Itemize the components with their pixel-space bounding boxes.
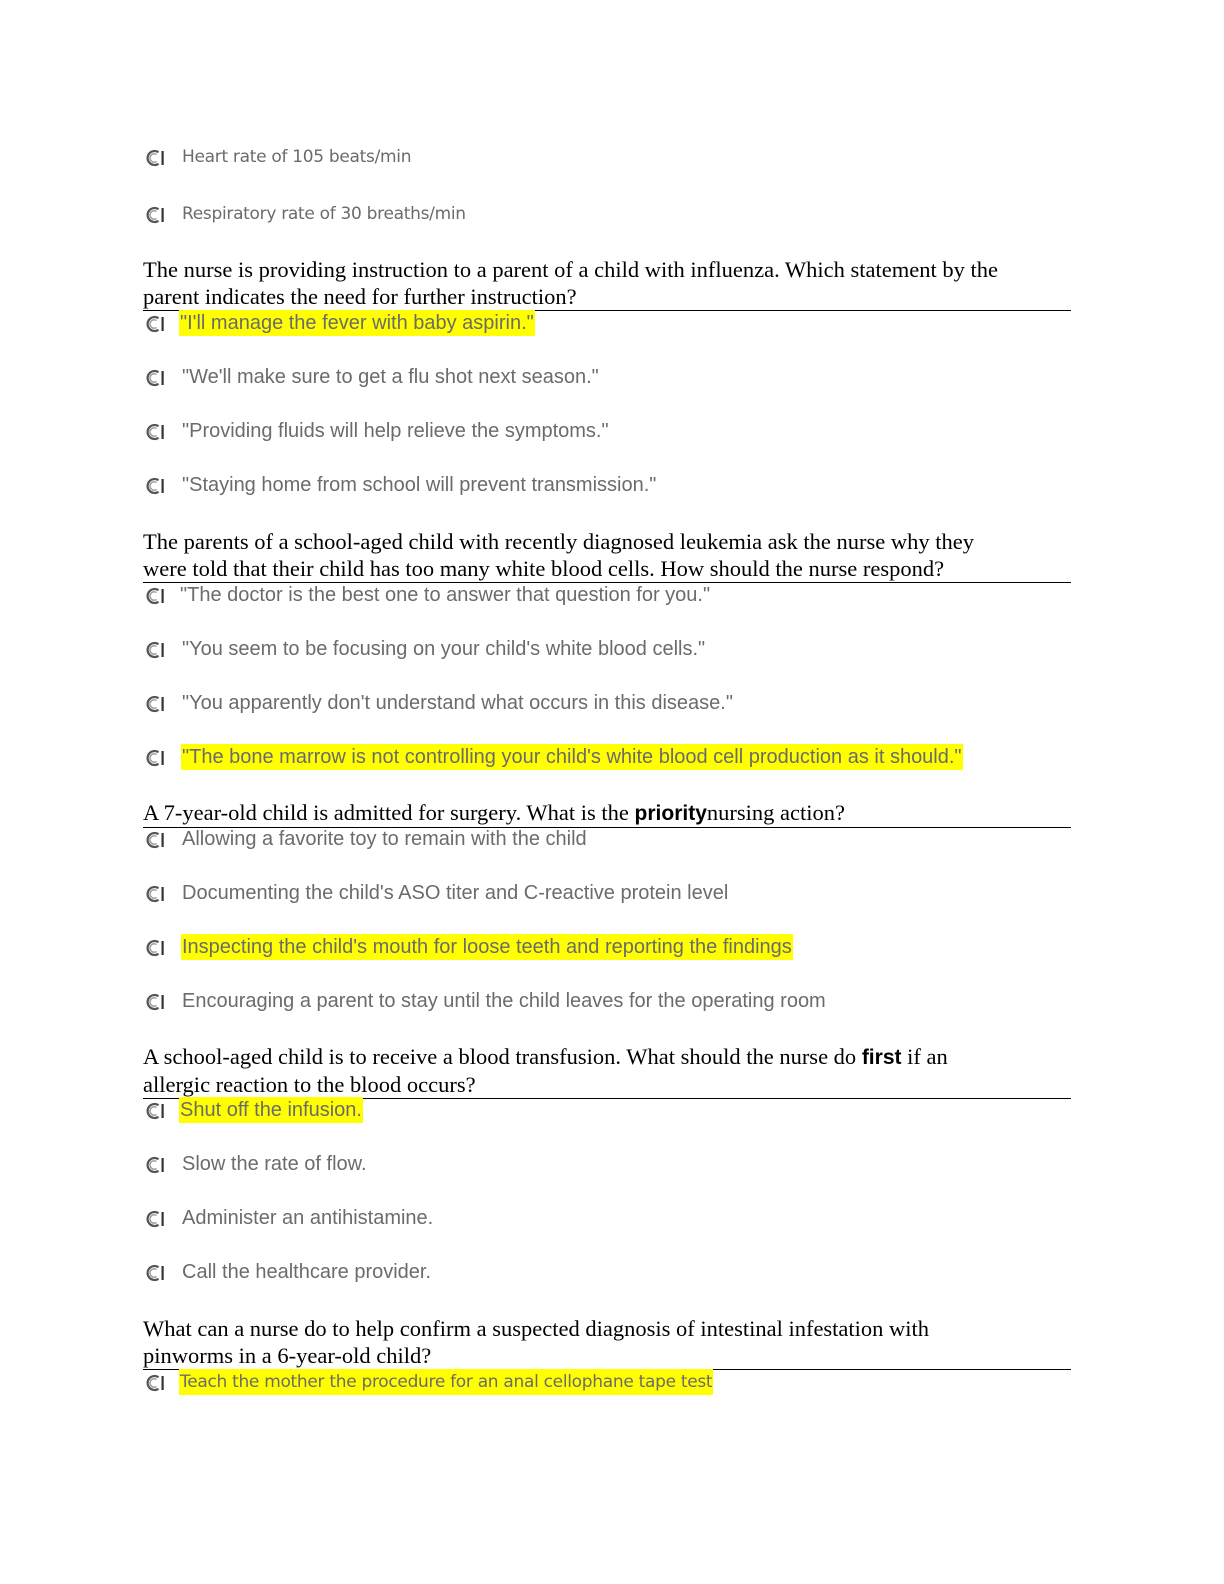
question-2-line-2: were told that their child has too many white blood cells. How should the nurse respond?	[143, 556, 945, 581]
option-label-correct: Shut off the infusion.	[180, 1099, 362, 1121]
option-label: Encouraging a parent to stay until the child leaves for the operating room	[182, 990, 826, 1012]
question-5-line-1: What can a nurse do to help confirm a suspected diagnosis of intestinal infestation with	[143, 1316, 930, 1341]
option-label: Administer an antihistamine.	[182, 1207, 434, 1229]
radio-button-icon[interactable]	[143, 1154, 165, 1176]
question-3	[143, 799, 1071, 828]
question-2	[143, 528, 1071, 583]
option-label-correct: Teach the mother the procedure for an anal cellophane tape test	[179, 1369, 713, 1395]
question-2-line-1: The parents of a school-aged child with recently diagnosed leukemia ask the nurse why they	[143, 529, 974, 554]
question-4-line-1	[143, 1043, 1071, 1071]
question-5	[143, 1315, 1071, 1370]
question-5-line-2: pinworms in a 6-year-old child?	[143, 1343, 432, 1368]
option-label: Allowing a favorite toy to remain with the child	[182, 828, 587, 850]
option-label: "You apparently don't understand what occurs in this disease."	[182, 692, 733, 714]
radio-button-icon[interactable]	[143, 883, 165, 905]
option-label: "Providing fluids will help relieve the symptoms."	[182, 420, 609, 442]
radio-button-icon[interactable]	[143, 991, 165, 1013]
radio-button-icon[interactable]	[143, 421, 165, 443]
option-label: Heart rate of 105 beats/min	[182, 147, 412, 167]
radio-button-icon[interactable]	[143, 1208, 165, 1230]
question-4	[143, 1043, 1071, 1099]
radio-button-icon[interactable]	[143, 313, 165, 335]
question-4-emphasis: first	[861, 1046, 902, 1069]
radio-button-icon[interactable]	[143, 147, 165, 169]
option-label: Respiratory rate of 30 breaths/min	[182, 204, 466, 224]
option-label: Call the healthcare provider.	[182, 1261, 432, 1283]
option-label-correct: "I'll manage the fever with baby aspirin."	[180, 312, 534, 334]
radio-button-icon[interactable]	[143, 1372, 165, 1394]
option-label: "Staying home from school will prevent transmission."	[182, 474, 657, 496]
radio-button-icon[interactable]	[143, 1100, 165, 1122]
question-3-line-1	[143, 799, 1071, 827]
option-label: "You seem to be focusing on your child's white blood cells."	[182, 638, 706, 660]
question-1	[143, 256, 1071, 311]
radio-button-icon[interactable]	[143, 937, 165, 959]
option-label: "We'll make sure to get a flu shot next season."	[182, 366, 599, 388]
radio-button-icon[interactable]	[143, 585, 165, 607]
question-1-line-2: parent indicates the need for further instruction?	[143, 284, 577, 309]
option-label-correct: "The bone marrow is not controlling your child's white blood cell production as it should."	[182, 746, 962, 768]
question-3-text: A 7-year-old child is admitted for surgery. What is the	[143, 800, 635, 825]
option-label: Slow the rate of flow.	[182, 1153, 367, 1175]
radio-button-icon[interactable]	[143, 204, 165, 226]
radio-button-icon[interactable]	[143, 639, 165, 661]
option-label: Documenting the child's ASO titer and C-reactive protein level	[182, 882, 729, 904]
radio-button-icon[interactable]	[143, 693, 165, 715]
option-label: "The doctor is the best one to answer that question for you."	[180, 584, 711, 606]
radio-button-icon[interactable]	[143, 367, 165, 389]
option-label-correct: Inspecting the child's mouth for loose teeth and reporting the findings	[182, 936, 792, 958]
radio-button-icon[interactable]	[143, 475, 165, 497]
question-3-emphasis: priority	[634, 802, 707, 825]
radio-button-icon[interactable]	[143, 747, 165, 769]
question-4-text: A school-aged child is to receive a blood transfusion. What should the nurse do	[143, 1044, 862, 1069]
question-1-line-1: The nurse is providing instruction to a parent of a child with influenza. Which statement by the	[143, 257, 998, 282]
radio-button-icon[interactable]	[143, 829, 165, 851]
question-4-line-2: allergic reaction to the blood occurs?	[143, 1072, 476, 1097]
question-4-text-end: if an	[901, 1044, 948, 1069]
question-3-text-end: nursing action?	[706, 800, 845, 825]
radio-button-icon[interactable]	[143, 1262, 165, 1284]
